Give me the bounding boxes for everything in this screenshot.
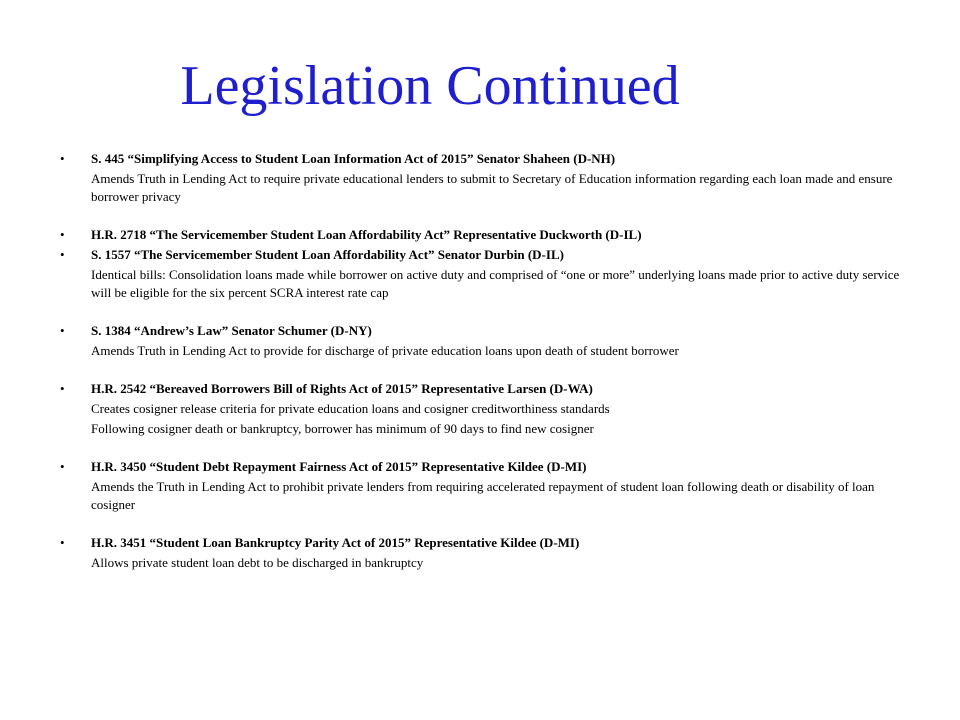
bill-group-s445 xyxy=(60,150,910,206)
bill-description: Identical bills: Consolidation loans made while borrower on active duty and comprised of “one or more” underlying loans made prior to active duty service will be eligible for the six percent SCRA interest rate cap xyxy=(91,267,900,300)
bullet-icon: • xyxy=(60,381,65,396)
bill-heading: • H.R. 3451 “Student Loan Bankruptcy Parity Act of 2015” Representative Kildee (D-MI) xyxy=(60,535,580,550)
bill-description: Amends the Truth in Lending Act to prohibit private lenders from requiring accelerated repayment of student loan following death or disability of loan cosigner xyxy=(91,479,875,512)
bill-heading: • S. 445 “Simplifying Access to Student Loan Information Act of 2015” Senator Shaheen (D-NH) xyxy=(60,151,616,166)
legislation-list xyxy=(60,150,910,572)
bullet-icon: • xyxy=(60,459,65,474)
bill-description: Following cosigner death or bankruptcy, borrower has minimum of 90 days to find new cosigner xyxy=(91,421,594,436)
bullet-icon: • xyxy=(60,247,65,262)
bullet-icon: • xyxy=(60,151,65,166)
bill-heading: • H.R. 3450 “Student Debt Repayment Fairness Act of 2015” Representative Kildee (D-MI) xyxy=(60,459,587,474)
bill-heading: • H.R. 2718 “The Servicemember Student Loan Affordability Act” Representative Duckworth (D-IL) xyxy=(60,227,642,242)
bill-group-servicemember xyxy=(60,226,910,302)
bill-group-s1384 xyxy=(60,322,910,360)
bullet-icon: • xyxy=(60,535,65,550)
bullet-icon: • xyxy=(60,227,65,242)
bill-heading: • S. 1384 “Andrew’s Law” Senator Schumer (D-NY) xyxy=(60,323,372,338)
bill-description: Allows private student loan debt to be discharged in bankruptcy xyxy=(91,555,424,570)
bill-group-hr3450 xyxy=(60,458,910,514)
bill-heading: • S. 1557 “The Servicemember Student Loan Affordability Act” Senator Durbin (D-IL) xyxy=(60,247,564,262)
bill-heading: • H.R. 2542 “Bereaved Borrowers Bill of Rights Act of 2015” Representative Larsen (D-WA) xyxy=(60,381,593,396)
bill-group-hr3451 xyxy=(60,534,910,572)
bill-group-hr2542 xyxy=(60,380,910,438)
bill-description: Amends Truth in Lending Act to require private educational lenders to submit to Secretary of Education information regarding each loan made and ensure borrower privacy xyxy=(91,171,893,204)
slide-title: Legislation Continued xyxy=(180,55,680,117)
bill-description: Creates cosigner release criteria for private education loans and cosigner creditworthiness standards xyxy=(91,401,610,416)
bill-description: Amends Truth in Lending Act to provide for discharge of private education loans upon death of student borrower xyxy=(91,343,679,358)
bullet-icon: • xyxy=(60,323,65,338)
